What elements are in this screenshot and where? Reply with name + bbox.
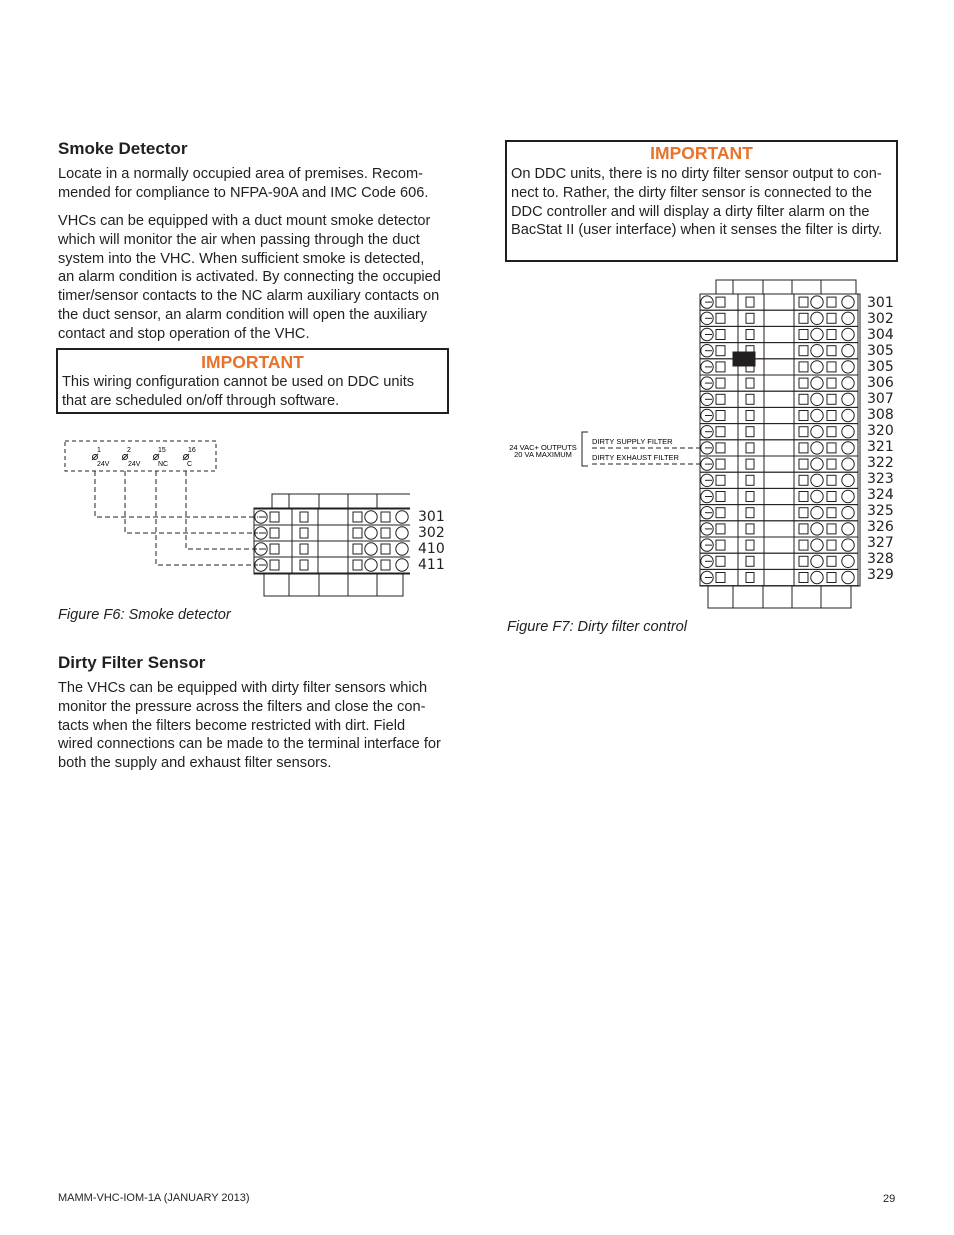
output-bracket bbox=[582, 432, 588, 466]
terminal-number: 301 bbox=[418, 509, 445, 525]
sensor-terminal-symbols bbox=[92, 454, 189, 460]
footer-page-number: 29 bbox=[883, 1193, 896, 1205]
supply-filter-label: DIRTY SUPPLY FILTER bbox=[592, 437, 673, 446]
terminal-numbers-f6 bbox=[418, 509, 445, 573]
important-text-line: DDC controller and will display a dirty filter alarm on the bbox=[511, 203, 870, 220]
terminal-number: 320 bbox=[867, 423, 894, 439]
smoke-detector-heading: Smoke Detector bbox=[58, 139, 188, 158]
sensor-terminal-number: 1 bbox=[97, 447, 101, 454]
terminal-row bbox=[700, 521, 858, 537]
terminal-number: 302 bbox=[867, 311, 894, 327]
text-line: Locate in a normally occupied area of premises. Recom- bbox=[58, 166, 424, 182]
sensor-terminal-label: C bbox=[187, 461, 193, 468]
terminal-number: 323 bbox=[867, 471, 894, 487]
sensor-terminal-number: 16 bbox=[188, 447, 196, 454]
text-line: contact and stop operation of the VHC. bbox=[58, 325, 310, 342]
output-label: 24 VAC+ OUTPUTS bbox=[509, 443, 577, 452]
terminal-number: 327 bbox=[867, 535, 894, 551]
terminal-number: 305 bbox=[867, 343, 894, 359]
terminal-number: 306 bbox=[867, 375, 894, 391]
terminal-row bbox=[700, 294, 858, 310]
terminal-number: 329 bbox=[867, 567, 894, 583]
terminal-row bbox=[700, 553, 858, 569]
terminal-row bbox=[254, 557, 410, 573]
terminal-number: 302 bbox=[418, 525, 445, 541]
text-line: timer/sensor contacts to the NC alarm auxiliary contacts on bbox=[58, 288, 440, 305]
terminal-row bbox=[700, 391, 858, 407]
important-text-line: BacStat II (user interface) when it senses the filter is dirty. bbox=[511, 222, 883, 239]
terminal-row bbox=[700, 407, 858, 423]
terminal-row bbox=[700, 440, 858, 456]
dirty-filter-wiring-diagram bbox=[500, 278, 865, 613]
important-title: IMPORTANT bbox=[201, 352, 304, 372]
figure-f7-caption: Figure F7: Dirty filter control bbox=[507, 619, 688, 635]
terminal-row bbox=[700, 537, 858, 553]
sensor-terminal-number: 2 bbox=[127, 447, 131, 454]
exhaust-filter-label: DIRTY EXHAUST FILTER bbox=[592, 453, 679, 462]
terminal-row bbox=[700, 505, 858, 521]
output-label: 20 VA MAXIMUM bbox=[514, 450, 572, 459]
terminal-number: 307 bbox=[867, 391, 894, 407]
text-line: the duct sensor, an alarm condition will open the auxiliary bbox=[58, 306, 428, 323]
sensor-terminal-label: 24V bbox=[128, 461, 141, 468]
terminal-row bbox=[254, 525, 410, 541]
text-line: both the supply and exhaust filter sensors. bbox=[58, 755, 332, 772]
text-line: which will monitor the air when passing through the duct bbox=[58, 231, 420, 248]
important-notice-ddc bbox=[505, 140, 898, 262]
terminal-row bbox=[700, 456, 858, 472]
text-line: tacts when the filters become restricted with dirt. Field bbox=[58, 717, 406, 734]
terminal-number: 326 bbox=[867, 519, 894, 535]
terminal-row bbox=[700, 472, 858, 488]
terminal-number: 328 bbox=[867, 551, 894, 567]
footer-document-id: MAMM-VHC-IOM-1A (JANUARY 2013) bbox=[58, 1192, 250, 1204]
terminal-number: 321 bbox=[867, 439, 894, 455]
terminal-row bbox=[700, 310, 858, 326]
terminal-row bbox=[254, 541, 410, 557]
terminal-rows-f6 bbox=[254, 509, 410, 573]
text-line: mended for compliance to NFPA-90A and IMC Code 606. bbox=[58, 184, 429, 201]
smoke-detector-wiring-diagram bbox=[60, 436, 410, 601]
terminal-number: 324 bbox=[867, 487, 894, 503]
terminal-number: 301 bbox=[867, 295, 894, 311]
terminal-number: 305 bbox=[867, 359, 894, 375]
terminal-row bbox=[700, 424, 858, 440]
text-line: VHCs can be equipped with a duct mount smoke detector bbox=[58, 213, 431, 229]
important-text-line: This wiring configuration cannot be used on DDC units bbox=[62, 374, 415, 390]
text-line: wired connections can be made to the terminal interface for bbox=[58, 736, 441, 753]
terminal-row bbox=[254, 509, 410, 525]
text-line: The VHCs can be equipped with dirty filter sensors which bbox=[58, 680, 428, 696]
dirty-filter-heading: Dirty Filter Sensor bbox=[58, 653, 206, 672]
terminal-number: 322 bbox=[867, 455, 894, 471]
terminal-row bbox=[700, 359, 858, 375]
field-wiring bbox=[95, 471, 258, 565]
sensor-terminal-label: NC bbox=[158, 461, 169, 468]
terminal-row bbox=[700, 375, 858, 391]
text-line: monitor the pressure across the filters and close the con- bbox=[58, 698, 426, 715]
smoke-sensor-box bbox=[65, 441, 216, 471]
important-text-line: nect to. Rather, the dirty filter sensor is connected to the bbox=[511, 184, 872, 201]
dirty-filter-description bbox=[58, 679, 441, 773]
important-title: IMPORTANT bbox=[650, 143, 753, 163]
terminal-number: 325 bbox=[867, 503, 894, 519]
terminal-number: 308 bbox=[867, 407, 894, 423]
figure-f6-caption: Figure F6: Smoke detector bbox=[58, 607, 231, 623]
sensor-terminal-label: 24V bbox=[97, 461, 110, 468]
terminal-row bbox=[700, 326, 858, 342]
text-line: system into the VHC. When sufficient smoke is detected, bbox=[58, 250, 425, 267]
terminal-number: 410 bbox=[418, 541, 445, 557]
terminal-rows-f7 bbox=[700, 294, 858, 586]
smoke-detector-intro bbox=[58, 165, 428, 203]
sensor-terminal-number: 15 bbox=[158, 447, 166, 454]
terminal-row bbox=[700, 343, 858, 359]
terminal-number: 304 bbox=[867, 327, 894, 343]
terminal-number: 411 bbox=[418, 557, 445, 573]
important-notice-smoke bbox=[56, 348, 449, 414]
important-text-line: that are scheduled on/off through software. bbox=[62, 392, 340, 409]
text-line: an alarm condition is activated. By connecting the occupied bbox=[58, 269, 441, 286]
smoke-detector-description bbox=[58, 212, 441, 344]
terminal-numbers-f7 bbox=[867, 295, 894, 583]
terminal-row bbox=[700, 569, 858, 585]
important-text-line: On DDC units, there is no dirty filter sensor output to con- bbox=[511, 166, 882, 182]
terminal-row bbox=[700, 488, 858, 504]
